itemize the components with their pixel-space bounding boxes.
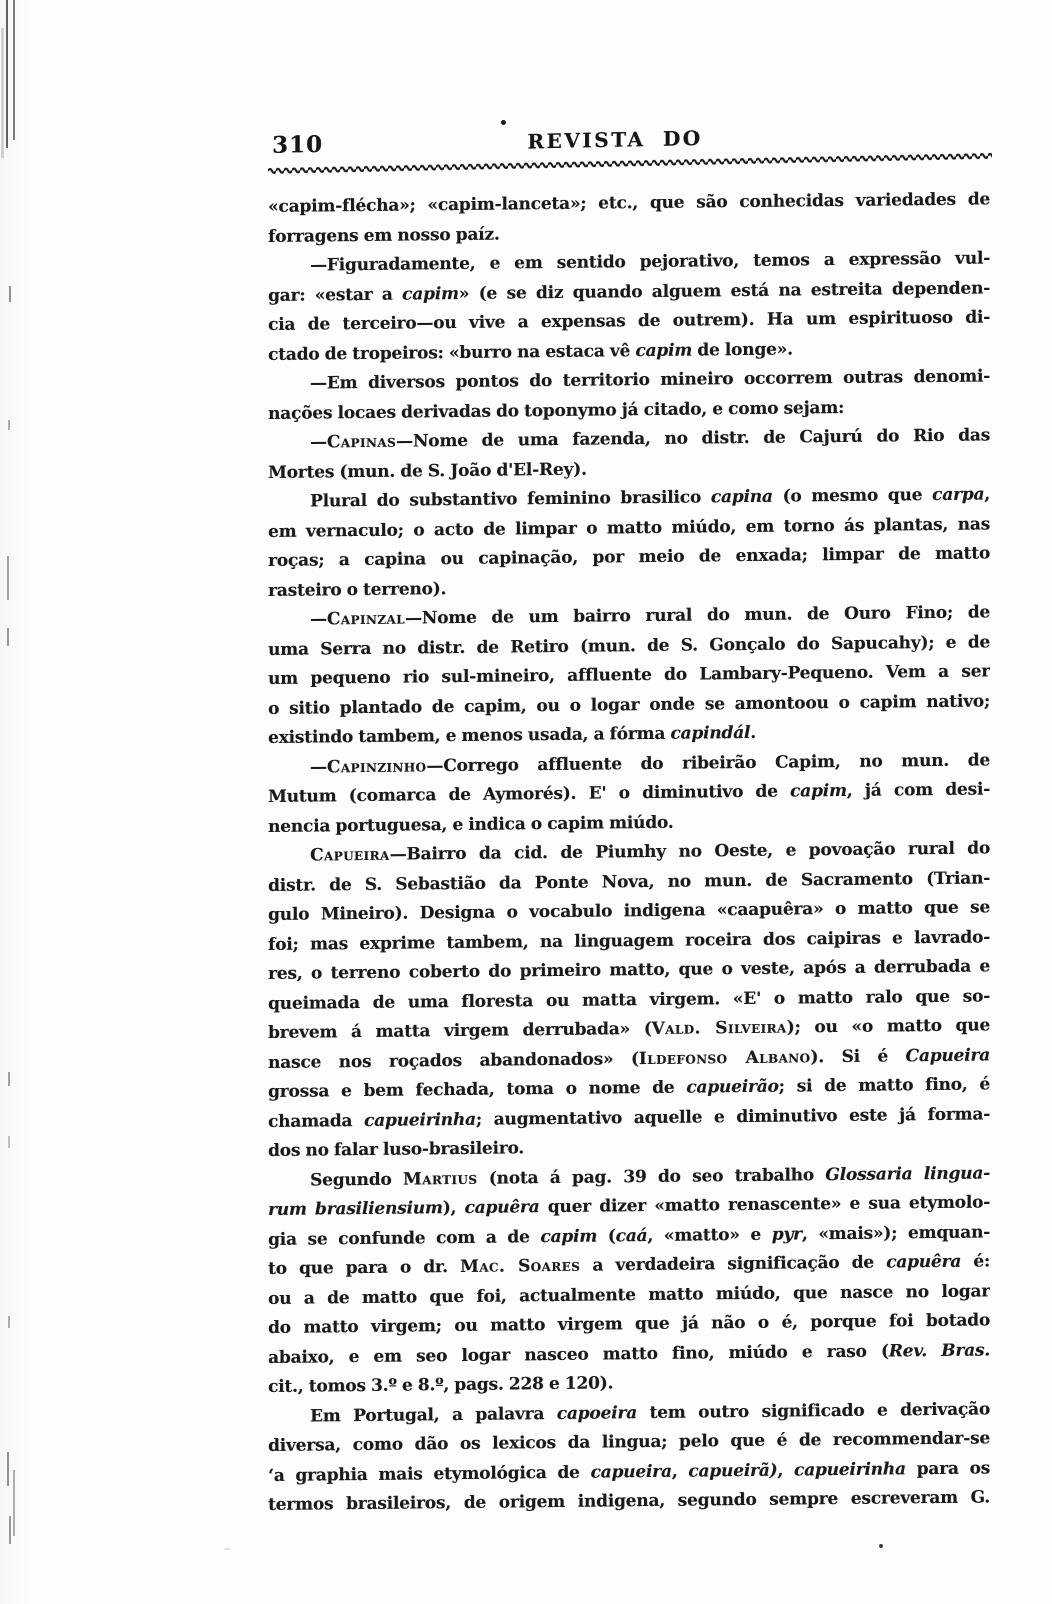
text-segment: é: — [961, 1251, 990, 1272]
italic-term: capim — [790, 780, 847, 802]
page-number: 310 — [272, 130, 324, 159]
text-segment: — — [310, 756, 327, 778]
text-segment: Mutum (comarca de Aymorés). E' o diminutivo de — [268, 781, 791, 807]
text-segment: gar: «estar a — [268, 284, 403, 306]
italic-term: capim — [540, 1226, 598, 1247]
italic-term: capina — [710, 486, 773, 508]
text-segment: ; augmentativo aquelle e diminutivo este já forma- — [475, 1103, 990, 1130]
text-segment: roças; a capina ou capinação, por meio de enxada; limpar de matto — [268, 543, 990, 571]
text-segment: grossa e bem fechada, toma o nome de — [268, 1077, 687, 1102]
italic-term: capoeira — [556, 1402, 637, 1424]
smallcaps-headword: Martius — [402, 1168, 478, 1190]
text-segment: —Figuradamente, e em sentido pejorativo, temos a expressão vul- — [310, 248, 990, 276]
scan-artifact — [13, 0, 15, 140]
italic-term: capim — [635, 340, 693, 361]
text-segment: ‘a graphia mais etymológica de — [268, 1462, 591, 1486]
text-segment: , — [671, 1461, 689, 1482]
smallcaps-headword: Capinzinho — [326, 755, 427, 777]
smallcaps-headword: Vald. Silveira — [651, 1017, 787, 1039]
scan-artifact — [7, 1452, 9, 1486]
text-segment: tem outro significado e derivação — [636, 1398, 990, 1423]
italic-term: rum brasiliensium — [268, 1198, 443, 1220]
text-segment: uma Serra no distr. de Retiro (mun. de S. Gonçalo do Sapucahy); e de — [268, 631, 990, 660]
text-segment: res, o terreno coberto do primeiro matto, que o veste, após a derrubada e — [268, 956, 990, 984]
text-segment: em vernaculo; o acto de limpar o matto miúdo, em torno ás plantas, nas — [268, 513, 990, 542]
text-segment: — — [310, 432, 327, 453]
italic-term: Rev. Bras. — [888, 1339, 990, 1361]
ink-speck — [501, 120, 506, 125]
text-segment: —Nome de um bairro rural do mun. de Ouro Fino; de — [404, 602, 990, 629]
text-segment: —Em diversos pontos do territorio mineiro occorrem outras denomi- — [310, 366, 990, 394]
text-segment: existindo tambem, e menos usada, a fórma — [268, 723, 671, 748]
text-segment: Em Portugal, a palavra — [310, 1403, 557, 1427]
italic-term: capueirão — [686, 1076, 779, 1098]
scan-artifact — [8, 420, 10, 430]
smallcaps-headword: Ildefonso Albano — [638, 1046, 811, 1069]
text-segment: » (e se diz quando alguem está na estreita dependen- — [458, 277, 990, 304]
ink-speck — [879, 1544, 883, 1548]
text-segment: cia de terceiro—ou vive a expensas de outrem). Ha um espirituoso di- — [268, 307, 990, 335]
italic-term: Capueira — [905, 1044, 990, 1066]
text-segment: ou a de matto que foi, actualmente matto miúdo, que nasce no logar — [268, 1280, 990, 1309]
smallcaps-headword: Capueira — [310, 844, 390, 866]
text-segment: (nota á pag. 39 do seo trabalho — [477, 1164, 826, 1189]
text-segment: a verdadeira significação de — [580, 1252, 887, 1276]
text-segment: , «matto» e — [647, 1224, 772, 1246]
text-segment: , — [984, 484, 990, 505]
text-segment: foi; mas exprime tambem, na linguagem roceira dos caipiras e lavrado- — [268, 926, 990, 955]
text-segment: diversa, como dão os lexicos da lingua; pelo que é de recommendar-se — [268, 1428, 990, 1456]
scan-artifact — [7, 556, 9, 600]
text-segment: ; si de matto fino, é — [778, 1074, 990, 1097]
text-segment: dos no falar luso-brasileiro. — [268, 1138, 525, 1161]
text-segment: . — [750, 722, 756, 743]
text-segment: abaixo, e em seo logar nasceo matto fino, miúdo e raso ( — [268, 1340, 889, 1368]
text-segment: chamada — [268, 1110, 364, 1132]
journal-title: REVISTA DO — [527, 125, 703, 154]
text-segment: gia se confunde com a de — [268, 1226, 541, 1250]
text-segment: ), — [442, 1197, 465, 1219]
scan-artifact — [8, 1316, 10, 1328]
text-segment: nações locaes derivadas do toponymo já citado, e como sejam: — [268, 397, 845, 424]
italic-term: capuêra — [464, 1197, 540, 1218]
text-segment: ); ou «o matto que — [786, 1015, 990, 1038]
italic-term: capuêra — [886, 1251, 962, 1273]
text-segment: —Corrego affluente do ribeirão Capim, no mun. de — [426, 749, 990, 776]
smallcaps-headword: Mac. Soares — [459, 1255, 581, 1277]
text-segment: to que para o dr. — [268, 1256, 460, 1279]
text-segment: Segundo — [310, 1169, 403, 1191]
text-segment: gulo Mineiro). Designa o vocabulo indigena «caapuêra» o matto que se — [268, 897, 990, 925]
text-segment: rasteiro o terreno). — [268, 578, 447, 601]
text-segment: «capim-flécha»; «capim-lanceta»; etc., que são conhecidas variedades de — [268, 189, 990, 217]
text-segment: nasce nos roçados abandonados» ( — [268, 1048, 639, 1073]
italic-term: capim — [402, 283, 459, 305]
text-segment: ). Si é — [810, 1045, 906, 1067]
text-segment: um pequeno rio sul-mineiro, affluente do Lambary-Pequeno. Vem a ser — [268, 661, 990, 689]
text-segment: termos brasileiros, de origem indigena, segundo sempre escreveram G. — [268, 1487, 990, 1515]
text-segment: ctado de tropeiros: «burro na estaca vê — [268, 340, 636, 365]
text-segment: ( — [597, 1225, 616, 1247]
text-segment: (o mesmo que — [772, 485, 933, 507]
italic-term: capueira — [590, 1461, 672, 1483]
italic-term: pyr — [771, 1223, 802, 1245]
smallcaps-headword: Capinas — [326, 431, 397, 453]
text-segment: de longe». — [692, 339, 793, 361]
scan-artifact — [9, 286, 11, 302]
text-segment: , já com desi- — [846, 779, 990, 801]
text-segment: , «mais»); emquan- — [801, 1221, 990, 1244]
text-segment: para os — [905, 1457, 990, 1479]
scan-artifact — [7, 628, 9, 646]
text-line — [268, 1483, 990, 1520]
text-segment: Mortes (mun. de S. João d'El-Rey). — [268, 459, 587, 483]
text-segment: —Bairro da cid. de Piumhy no Oeste, e povoação rural do — [389, 838, 990, 865]
italic-term: capindál — [670, 722, 751, 744]
text-segment: o sitio plantado de capim, ou o logar onde se amontoou o capim nativo; — [268, 690, 990, 719]
ink-speck — [224, 1548, 230, 1550]
italic-term: capueirinha — [363, 1109, 476, 1131]
text-segment: cit., tomos 3.º e 8.º, pags. 228 e 120). — [268, 1373, 614, 1397]
text-segment: do matto virgem; ou matto virgem que já não o é, porque foi botado — [268, 1310, 990, 1338]
italic-term: Glossaria lingua- — [825, 1162, 990, 1185]
italic-term: carpa — [932, 484, 985, 506]
text-segment: — — [310, 609, 327, 630]
page-header — [268, 117, 992, 182]
text-segment: queimada de uma floresta ou matta virgem. «E' o matto ralo que so- — [268, 985, 990, 1014]
scan-artifact — [8, 1072, 10, 1086]
scan-artifact — [6, 0, 8, 148]
scan-artifact — [9, 1516, 11, 1544]
scan-artifact — [1, 28, 4, 158]
text-segment: Plural do substantivo feminino brasilico — [310, 487, 711, 512]
italic-term: caá — [615, 1225, 648, 1246]
smallcaps-headword: Capinzal — [326, 608, 405, 630]
text-segment: , — [777, 1459, 794, 1481]
text-segment: —Nome de uma fazenda, no distr. de Cajurú do Rio das — [396, 425, 990, 452]
scan-artifact — [13, 1470, 15, 1536]
body-text — [268, 185, 990, 1520]
text-segment: nencia portuguesa, e indica o capim miúdo. — [268, 812, 674, 837]
italic-term: capueirinha — [793, 1458, 906, 1480]
italic-term: capueirã) — [688, 1460, 778, 1482]
text-segment: brevem á matta virgem derrubada» ( — [268, 1018, 652, 1043]
text-segment: distr. de S. Sebastião da Ponte Nova, no mun. de Sacramento (Trian- — [268, 867, 990, 896]
scan-artifact — [8, 1136, 10, 1148]
text-segment: quer dizer «matto renascente» e sua etymolo- — [539, 1192, 990, 1218]
text-segment: forragens em nosso paíz. — [268, 224, 500, 247]
